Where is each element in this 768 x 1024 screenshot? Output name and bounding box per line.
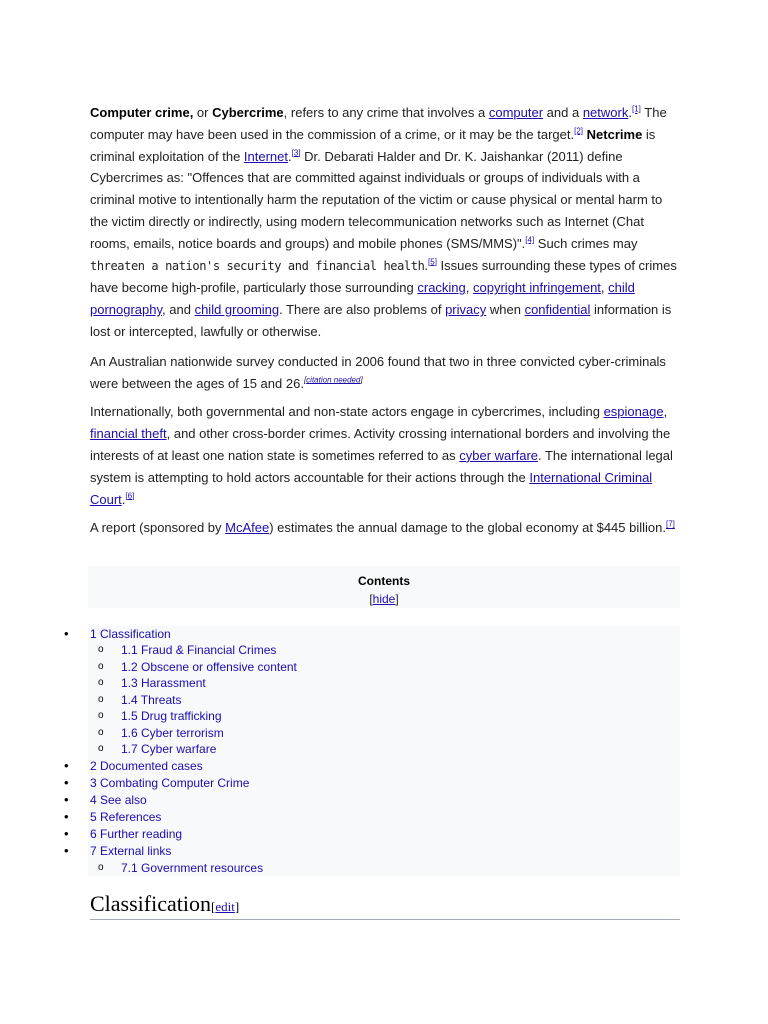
toc-bullet: o	[98, 694, 104, 705]
ref-3[interactable]: [3]	[291, 148, 301, 158]
text: when	[486, 302, 525, 318]
toc-item-link[interactable]: 1.6 Cyber terrorism	[121, 726, 224, 740]
international-paragraph	[90, 401, 680, 510]
toc-bullet: o	[98, 644, 104, 655]
text: Issues surrounding these types of crimes have become high-profile, particularly those surrounding	[90, 257, 677, 296]
toc-item-link[interactable]: 1.4 Threats	[121, 693, 182, 707]
link-child-pornography[interactable]: child pornography	[90, 280, 635, 318]
ref-7[interactable]: [7]	[665, 520, 675, 530]
toc-item	[0, 843, 680, 859]
text: Such crimes may	[534, 235, 638, 251]
bracket: [	[369, 592, 373, 606]
toc-bullet: •	[64, 826, 69, 841]
toc-item-link[interactable]: 4 See also	[90, 793, 147, 807]
term-cybercrime: Cybercrime	[212, 105, 284, 120]
text: , refers to any crime that involves a	[283, 105, 489, 120]
link-privacy[interactable]: privacy	[445, 302, 487, 318]
toc-item-link[interactable]: 1.5 Drug trafficking	[121, 709, 222, 723]
toc-bullet: o	[98, 661, 104, 672]
section-title	[90, 891, 239, 917]
toc-bullet: •	[64, 809, 69, 824]
text: ,	[465, 280, 474, 296]
toc-bullet: •	[64, 792, 69, 807]
toc-item	[0, 758, 680, 774]
link-network[interactable]: network	[582, 105, 629, 120]
ref-1[interactable]: [1]	[631, 104, 641, 114]
text: .	[121, 491, 126, 507]
link-child-grooming[interactable]: child grooming	[194, 302, 280, 318]
section-title-text: Classification	[90, 891, 211, 916]
ref-5[interactable]: [5]	[428, 257, 437, 267]
bracket: [	[303, 375, 307, 385]
text: .	[424, 257, 429, 273]
toc-item-link[interactable]: 6 Further reading	[90, 827, 183, 841]
text: , and other cross-border crimes. Activity crossing international borders and involving the interests of at least one nation state is sometimes referred to as	[90, 426, 671, 463]
term-computer-crime: Computer crime,	[90, 105, 194, 120]
bracket: ]	[395, 592, 399, 606]
toc-item	[0, 775, 680, 791]
text: .	[288, 148, 292, 164]
intro-paragraph	[90, 102, 680, 343]
link-computer[interactable]: computer	[488, 105, 544, 120]
article-body	[90, 102, 680, 539]
toc-header	[88, 566, 680, 608]
toc-item-link[interactable]: 3 Combating Computer Crime	[90, 776, 250, 790]
toc-bullet: •	[64, 775, 69, 790]
toc-item	[0, 626, 680, 642]
link-cracking[interactable]: cracking	[417, 280, 466, 296]
section-edit-link[interactable]: edit	[215, 899, 235, 914]
text: . There are also problems of	[279, 302, 446, 318]
text: .	[628, 105, 632, 120]
text: ,	[663, 404, 668, 420]
toc-item-link[interactable]: 1.3 Harassment	[121, 676, 206, 690]
text: An Australian nationwide survey conducted in 2006 found that two in three convicted cyber-criminals were between the ages of 15 and 26.	[90, 353, 666, 391]
toc-bullet: o	[98, 743, 104, 754]
section-edit	[211, 899, 239, 914]
text: Internationally, both governmental and non-state actors engage in cybercrimes, including	[90, 404, 604, 420]
toc-title: Contents	[358, 574, 410, 588]
toc-item-link[interactable]: 2 Documented cases	[90, 759, 203, 773]
text: Dr. Debarati Halder and Dr. K. Jaishankar (2011) define Cybercrimes as: "Offences that are committed against individuals or groups of individuals with a criminal motive to intentionally harm the reputation of the victim or cause physical or mental harm to the victim directly or indirectly, using modern telecommunication networks such as Internet (Chat rooms, emails, notice boards and groups) and mobile phones (SMS/MMS)".	[90, 148, 663, 251]
toc-item	[0, 792, 680, 808]
link-confidential[interactable]: confidential	[524, 302, 591, 318]
ref-6[interactable]: [6]	[125, 491, 135, 501]
toc-item-link[interactable]: 5 References	[90, 810, 162, 824]
link-espionage[interactable]: espionage	[603, 404, 664, 420]
ref-2[interactable]: [2]	[574, 126, 584, 136]
text: , and	[162, 302, 195, 318]
survey-paragraph	[90, 351, 680, 395]
ref-4[interactable]: [4]	[525, 235, 535, 245]
section-heading-classification	[90, 893, 680, 920]
toc-item	[0, 826, 680, 842]
text: information is lost or intercepted, lawfully or otherwise.	[90, 302, 672, 339]
text: The computer may have been used in the commission of a crime, or it may be the target.	[90, 105, 667, 142]
text: ) estimates the annual damage to the global economy at $445 billion.	[269, 520, 666, 536]
toc-bullet: o	[98, 727, 104, 738]
toc-bullet: •	[64, 758, 69, 773]
link-copyright-infringement[interactable]: copyright infringement	[473, 280, 601, 296]
text: is criminal exploitation of the	[90, 126, 656, 164]
toc-item-link[interactable]: 1 Classification	[90, 627, 171, 641]
toc-bullet: •	[64, 626, 69, 641]
text: and a	[543, 105, 583, 120]
link-cyber-warfare[interactable]: cyber warfare	[459, 447, 538, 463]
toc-item	[0, 809, 680, 825]
toc-item-link[interactable]: 1.2 Obscene or offensive content	[121, 660, 297, 674]
bracket: ]	[360, 375, 363, 385]
link-financial-theft[interactable]: financial theft	[90, 426, 167, 442]
toc-item-link[interactable]: 1.1 Fraud & Financial Crimes	[121, 643, 277, 657]
bracket: ]	[234, 899, 240, 914]
bracket: [	[210, 899, 216, 914]
toc-item-link[interactable]: 7 External links	[90, 844, 172, 858]
toc-bullet: o	[98, 677, 104, 688]
citation-needed-link[interactable]: citation needed	[306, 375, 361, 385]
text: . The international legal system is attempting to hold actors accountable for their actions through the	[90, 447, 673, 485]
text-threaten: threaten a nation's security and financial health	[90, 258, 425, 273]
text: ,	[600, 280, 609, 296]
link-internet[interactable]: Internet	[243, 148, 289, 164]
toc-bullet: o	[98, 710, 104, 721]
toc-hide-link[interactable]: hide	[372, 592, 396, 606]
toc-hide-toggle	[88, 592, 680, 606]
toc-bullet: •	[64, 843, 69, 858]
toc-item-link[interactable]: 7.1 Government resources	[121, 861, 264, 875]
citation-needed	[304, 375, 363, 384]
text: A report (sponsored by	[90, 520, 226, 536]
mcafee-paragraph	[90, 517, 680, 539]
toc-bullet: o	[98, 862, 104, 873]
link-mcafee[interactable]: McAfee	[225, 520, 270, 536]
link-international-criminal-court[interactable]: International Criminal Court	[90, 469, 653, 507]
toc-item-link[interactable]: 1.7 Cyber warfare	[121, 742, 217, 756]
text: or	[193, 105, 213, 120]
term-netcrime: Netcrime	[586, 126, 643, 142]
